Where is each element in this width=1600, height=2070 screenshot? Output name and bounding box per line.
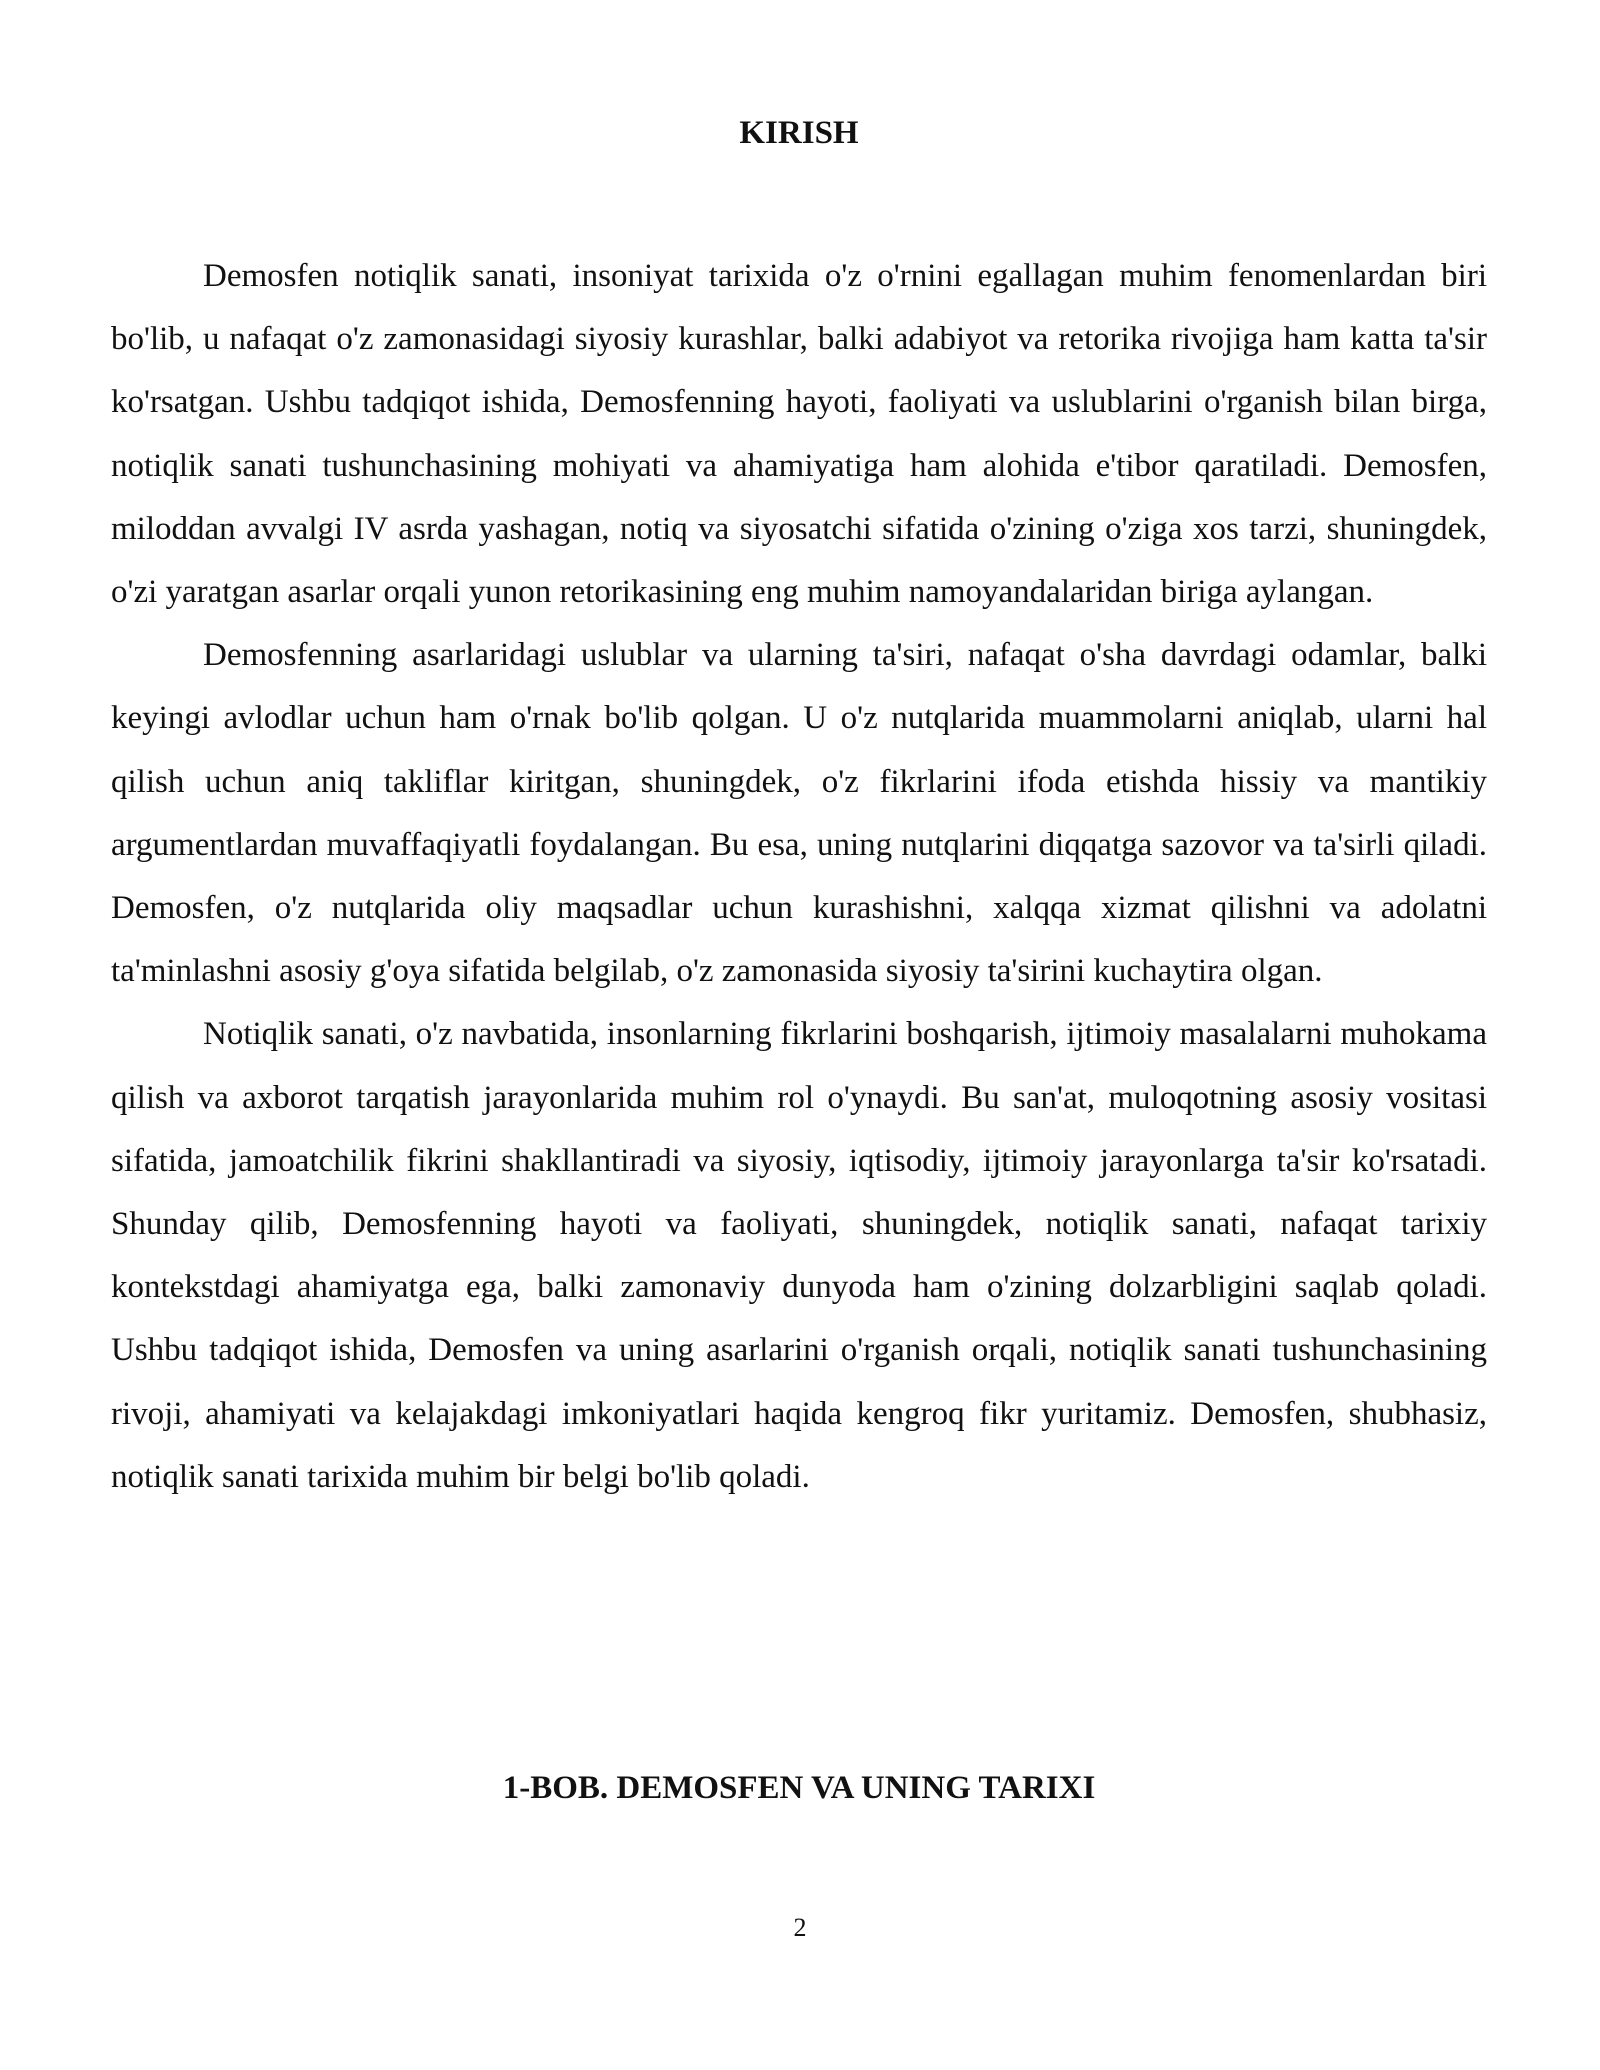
paragraph: Demosfen notiqlik sanati, insoniyat tarixida o'z o'rnini egallagan muhim fenomenlardan biri bo'lib, u nafaqat o'z zamonasidagi siyosiy kurashlar, balki adabiyot va retorika rivojiga ham katta ta'sir ko'rsatgan. Ushbu tadqiqot ishida, Demosfenning hayoti, faoliyati va uslublarini o'rganish bilan birga, notiqlik sanati tushunchasining mohiyati va ahamiyatiga ham alohida e'tibor qaratiladi. Demosfen, miloddan avvalgi IV asrda yashagan, notiq va siyosatchi sifatida o'zining o'ziga xos tarzi, shuningdek, o'zi yaratgan asarlar orqali yunon retorikasining eng muhim namoyandalaridan biriga aylangan.	[111, 258, 1487, 611]
paragraph: Notiqlik sanati, o'z navbatida, insonlarning fikrlarini boshqarish, ijtimoiy masalalarni muhokama qilish va axborot tarqatish jarayonlarida muhim rol o'ynaydi. Bu san'at, muloqotning asosiy vositasi sifatida, jamoatchilik fikrini shakllantiradi va siyosiy, iqtisodiy, ijtimoiy jarayonlarga ta'sir ko'rsatadi. Shunday qilib, Demosfenning hayoti va faoliyati, shuningdek, notiqlik sanati, nafaqat tarixiy kontekstdagi ahamiyatga ega, balki zamonaviy dunyoda ham o'zining dolzarbligini saqlab qoladi. Ushbu tadqiqot ishida, Demosfen va uning asarlarini o'rganish orqali, notiqlik sanati tushunchasining rivoji, ahamiyati va kelajakdagi imkoniyatlari haqida kengroq fikr yuritamiz. Demosfen, shubhasiz, notiqlik sanati tarixida muhim bir belgi bo'lib qoladi.	[111, 1016, 1487, 1495]
body-text	[111, 245, 1487, 1509]
page-number: 2	[793, 1913, 807, 1942]
section-title: KIRISH	[739, 115, 859, 151]
chapter-title: 1-BOB. DEMOSFEN VA UNING TARIXI	[502, 1770, 1096, 1806]
paragraph: Demosfenning asarlaridagi uslublar va ularning ta'siri, nafaqat o'sha davrdagi odamlar, balki keyingi avlodlar uchun ham o'rnak bo'lib qolgan. U o'z nutqlarida muammolarni aniqlab, ularni hal qilish uchun aniq takliflar kiritgan, shuningdek, o'z fikrlarini ifoda etishda hissiy va mantikiy argumentlardan muvaffaqiyatli foydalangan. Bu esa, uning nutqlarini diqqatga sazovor va ta'sirli qiladi. Demosfen, o'z nutqlarida oliy maqsadlar uchun kurashishni, xalqqa xizmat qilishni va adolatni ta'minlashni asosiy g'oya sifatida belgilab, o'z zamonasida siyosiy ta'sirini kuchaytira olgan.	[111, 637, 1487, 990]
